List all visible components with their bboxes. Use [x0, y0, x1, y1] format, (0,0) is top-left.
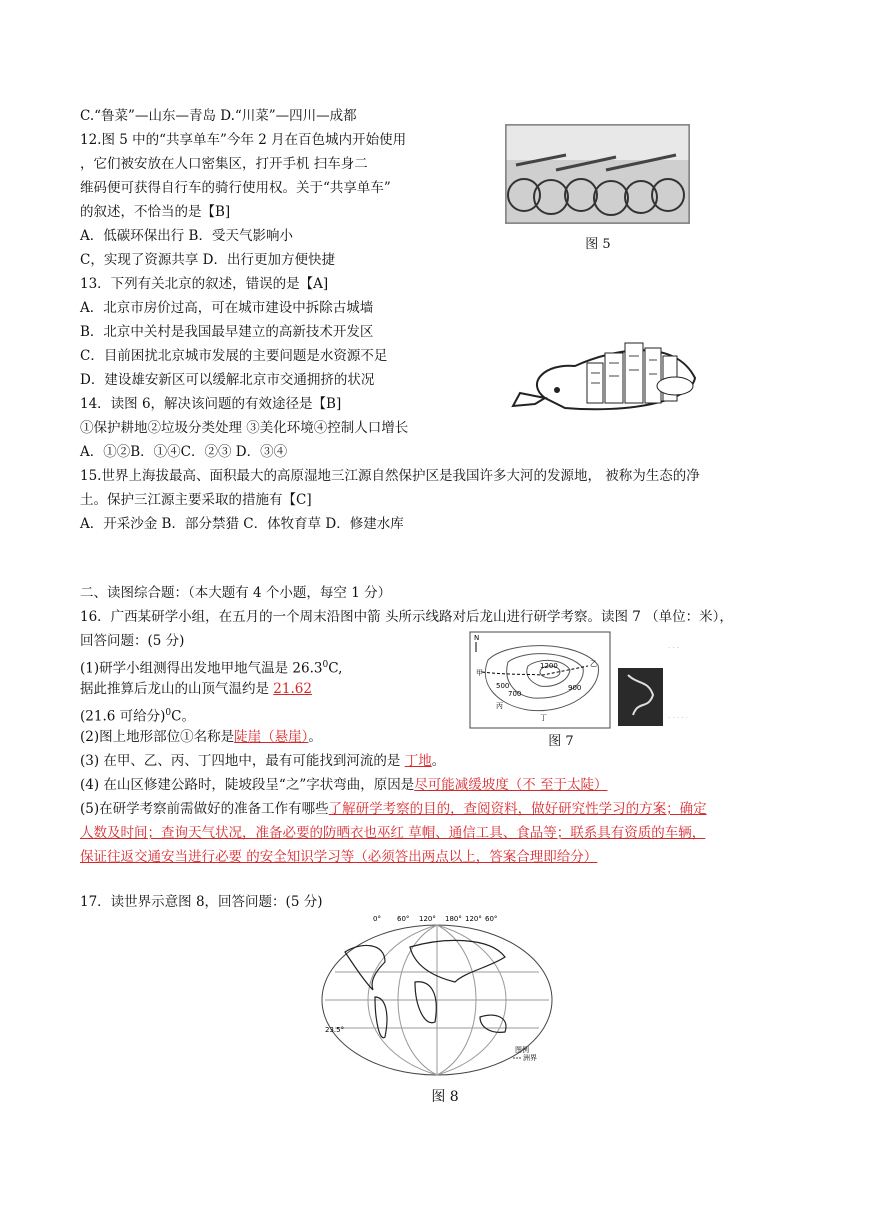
- q16-part2-question: (2)图上地形部位①名称是: [80, 729, 235, 745]
- figure-8-lon-120: 120°: [419, 915, 436, 923]
- figure-7-yi-label: 乙: [590, 660, 597, 668]
- q16-part2: [80, 728, 322, 746]
- figure-8-lon-0: 0°: [373, 915, 381, 923]
- q14-stem: 14．读图 6，解决该问题的有效途径是【B]: [80, 396, 342, 412]
- figure-7-jia-label: 甲: [476, 669, 483, 677]
- figure-8-lon-60-west: 60°: [485, 915, 498, 923]
- q16-part2-answer: 陡崖（悬崖）: [234, 729, 309, 745]
- q16-part3-question: (3) 在甲、乙、丙、丁四地中，最有可能找到河流的是: [80, 753, 405, 769]
- q13-option-a: A．北京市房价过高，可在城市建设中拆除古城墙: [80, 300, 374, 316]
- q12-stem-line3: 维码便可获得自行车的骑行使用权。关于“共享单车”: [80, 180, 391, 196]
- figure-8-legend-title: 图例: [515, 1046, 529, 1054]
- q16-part1-question: 据此推算后龙山的山顶气温约是: [80, 681, 274, 697]
- q12-options-cd: C，实现了资源共享 D．出行更加方便快捷: [80, 252, 335, 268]
- q16-part3-end: 。: [431, 753, 446, 769]
- figure-5-caption: 图 5: [585, 237, 611, 252]
- q16-part2-end: 。: [308, 729, 322, 745]
- figure-8-lon-180: 180°: [445, 915, 462, 923]
- q16-part4: [80, 776, 608, 794]
- q15-options: A．开采沙金 B．部分禁猎 C．体牧育草 D．修建水库: [80, 516, 404, 532]
- q16-part1: (1)研学小组测得出发地甲地气温是 26.3$^0$C,: [80, 660, 343, 677]
- q12-stem-line4: 的叙述，不恰当的是【B]: [80, 204, 231, 220]
- q14-items: ①保护耕地②垃圾分类处理 ③美化环境④控制人口增长: [80, 420, 409, 436]
- figure-7-ding-label: 丁: [540, 714, 547, 722]
- q12-stem-line2: ，它们被安放在人口密集区，打开手机 扫车身二: [80, 156, 368, 172]
- figure-6-cartoon: [505, 328, 700, 418]
- figure-7-bing-label: 丙: [496, 702, 503, 710]
- figure-7-caption: 图 7: [548, 734, 574, 749]
- q12-options-ab: A．低碳环保出行 B．受天气影响小: [80, 228, 293, 244]
- q16-part5-question: (5)在研学考察前需做好的准备工作有哪些: [80, 801, 329, 817]
- figure-8-world-map: [315, 912, 560, 1082]
- q16-part5: [80, 800, 707, 818]
- figure-7-contour-500: 500: [496, 682, 510, 690]
- figure-8-lon-60: 60°: [397, 915, 410, 923]
- q16-part5-answer-line3: 保证往返交通安当进行必要 的安全知识学习等（必须答出两点以上，答案合理即给分）: [80, 849, 598, 865]
- q16-part1-text: (1)研学小组测得出发地甲地气温是 26.3: [80, 660, 323, 677]
- q12-stem-line1: 12.图 5 中的“共享单车”今年 2 月在百色城内开始使用: [80, 132, 407, 148]
- figure-8-lon-120-west: 120°: [465, 915, 482, 923]
- q11-option-cd: C.“鲁菜”—山东—青岛 D.“川菜”—四川—成都: [80, 108, 357, 124]
- q13-option-b: B．北京中关村是我国最早建立的高新技术开发区: [80, 324, 374, 340]
- q16-part5-answer-line1: 了解研学考察的目的，查阅资料，做好研究性学习的方案；确定: [328, 801, 707, 817]
- figure-7-peak-label: 1200: [540, 662, 558, 670]
- q15-stem-line1: 15.世界上海拔最高、面积最大的高原湿地三江源自然保护区是我国许多大河的发源地， 被称为生态的净: [80, 468, 700, 484]
- q16-part4-answer: 尽可能减缓坡度（不 至于太陡）: [414, 777, 608, 793]
- q16-part1-note-unit: C。: [171, 708, 195, 725]
- svg-text:· · ·: · · ·: [668, 644, 680, 652]
- q16-part3: [80, 752, 445, 770]
- q16-part1-answer: 21.62: [273, 681, 312, 697]
- q16-part4-question: (4) 在山区修建公路时，陡坡段呈“之”字状弯曲，原因是: [80, 777, 415, 793]
- q14-options: A．①②B．①④C．②③ D．③④: [80, 444, 288, 460]
- figure-7-north-label: N: [474, 634, 480, 642]
- q17-stem: 17．读世界示意图 8，回答问题：(5 分): [80, 894, 323, 910]
- section-2-title: 二、读图综合题：（本大题有 4 个小题，每空 1 分）: [80, 585, 392, 601]
- figure-8-caption: 图 8: [431, 1089, 459, 1105]
- figure-7-contour-900: 900: [568, 684, 582, 692]
- q16-part5-answer-line2: 人数及时间；查询天气状况，准备必要的防晒衣也巫红 草帽、通信工具、食品等；联系具有资质的车辆，: [80, 825, 706, 841]
- q13-option-d: D．建设雄安新区可以缓解北京市交通拥挤的状况: [80, 372, 375, 388]
- q16-part3-answer: 丁地: [404, 753, 432, 769]
- figure-7-contour-map: [468, 630, 738, 730]
- q16-part1-line3: (21.6 可给分)$^0$C。: [80, 708, 195, 725]
- figure-5-bicycles-photo: [505, 124, 690, 224]
- q16-part1-unit: C,: [328, 660, 343, 677]
- q15-stem-line2: 土。保护三江源主要采取的措施有【C]: [80, 492, 312, 508]
- svg-text:· · · · ·: · · · · ·: [668, 714, 689, 722]
- figure-7-contour-700: 700: [508, 690, 522, 698]
- q16-part1-note: (21.6 可给分): [80, 708, 166, 725]
- figure-8-lat-23: 23.5°: [325, 1026, 345, 1034]
- q16-part1-line2: [80, 680, 312, 698]
- figure-8-legend-item: 洲界: [523, 1054, 537, 1062]
- q16-stem-line1: 16．广西某研学小组，在五月的一个周末沿图中箭 头所示线路对后龙山进行研学考察。读图 7 （单位：米），: [80, 609, 733, 625]
- q13-stem: 13．下列有关北京的叙述，错误的是【A]: [80, 276, 329, 292]
- q13-option-c: C．目前困扰北京城市发展的主要问题是水资源不足: [80, 348, 388, 364]
- q16-stem-line2: 回答问题：(5 分): [80, 633, 185, 649]
